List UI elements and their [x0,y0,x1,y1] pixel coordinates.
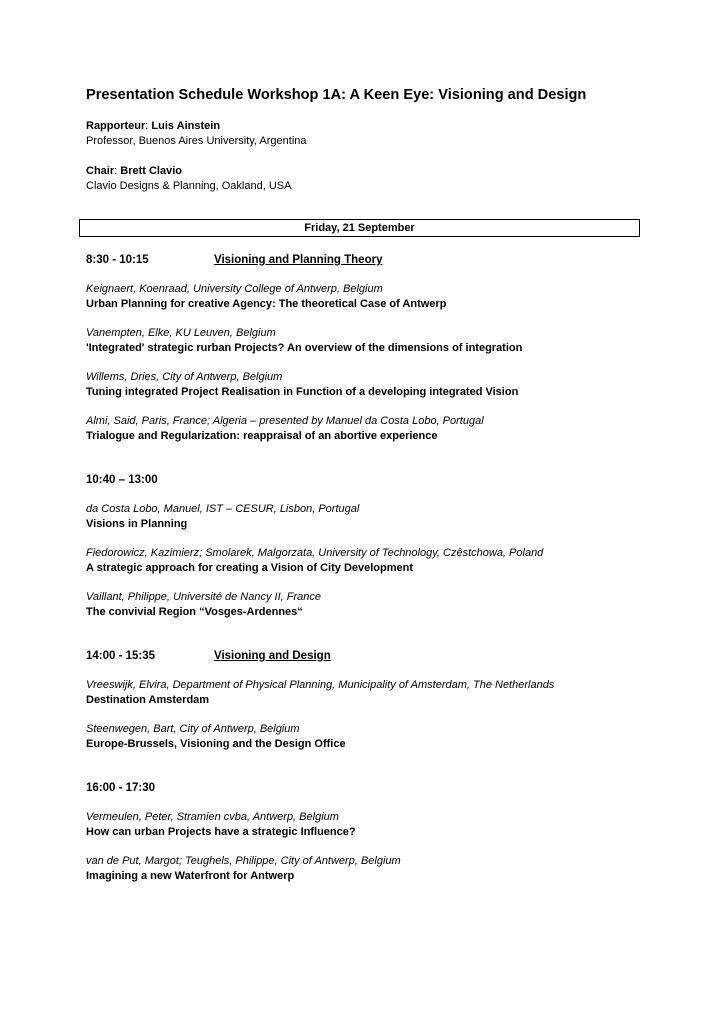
rapporteur-affiliation: Professor, Buenos Aires University, Argentina [86,135,307,147]
talk-title: Imagining a new Waterfront for Antwerp [86,869,295,882]
session-topic: Visioning and Planning Theory [214,254,383,266]
rapporteur-line: Rapporteur: Luis Ainstein [86,120,221,132]
talk-author: van de Put, Margot; Teughels, Philippe, City of Antwerp, Belgium [86,855,401,867]
chair-block [86,164,642,194]
talk-author: Vanempten, Elke, KU Leuven, Belgium [86,327,276,339]
talk-entry [86,502,642,531]
talk-title: The convivial Region “Vosges-Ardennes“ [86,605,303,618]
session-time: 10:40 – 13:00 [86,474,158,486]
talk-title: Urban Planning for creative Agency: The theoretical Case of Antwerp [86,297,447,310]
day-header: Friday, 21 September [79,219,640,237]
talk-title: Tuning integrated Project Realisation in Function of a developing integrated Vision [86,385,519,398]
talk-author: Almi, Said, Paris, France; Algeria – presented by Manuel da Costa Lobo, Portugal [86,415,484,427]
talk-entry [86,722,642,751]
sessions-list [86,253,642,883]
talk-author: Steenwegen, Bart, City of Antwerp, Belgium [86,723,300,735]
talk-title: Europe-Brussels, Visioning and the Design Office [86,737,346,750]
session-heading [86,253,642,267]
page-title: Presentation Schedule Workshop 1A: A Keen Eye: Visioning and Design [86,87,587,103]
session-topic: Visioning and Design [214,650,331,662]
talk-entry [86,282,642,311]
session-heading [86,473,642,487]
session-heading [86,781,642,795]
rapporteur-name: Luis Ainstein [151,120,221,132]
talk-title: Trialogue and Regularization: reappraisal of an abortive experience [86,429,438,442]
talk-author: Vreeswijk, Elvira, Department of Physical Planning, Municipality of Amsterdam, The Netherlands [86,679,555,691]
session-time: 8:30 - 10:15 [86,254,149,266]
session-heading [86,649,642,663]
chair-name: Brett Clavio [120,165,182,177]
talk-entry [86,810,642,839]
chair-affiliation: Clavio Designs & Planning, Oakland, USA [86,180,292,192]
talk-author: Vermeulen, Peter, Stramien cvba, Antwerp, Belgium [86,811,339,823]
talk-entry [86,854,642,883]
talk-entry [86,678,642,707]
talk-author: da Costa Lobo, Manuel, IST – CESUR, Lisbon, Portugal [86,503,360,515]
talk-entry [86,326,642,355]
rapporteur-role: Rapporteur [86,120,146,132]
talk-author: Vaillant, Philippe, Université de Nancy II, France [86,591,321,603]
talk-title: How can urban Projects have a strategic Influence? [86,825,356,838]
talk-entry [86,546,642,575]
talk-title: 'Integrated' strategic rurban Projects? An overview of the dimensions of integration [86,341,523,354]
talk-author: Keignaert, Koenraad, University College of Antwerp, Belgium [86,283,383,295]
document-page [86,86,642,882]
talk-title: Destination Amsterdam [86,693,210,706]
talk-title: A strategic approach for creating a Vision of City Development [86,561,414,574]
talk-author: Fiedorowicz, Kazimierz; Smolarek, Malgorzata, University of Technology, Czêstchowa, Poland [86,547,544,559]
session-time: 14:00 - 15:35 [86,650,156,662]
chair-line: Chair: Brett Clavio [86,165,182,177]
talk-entry [86,414,642,443]
talk-entry [86,590,642,619]
chair-role: Chair [86,165,115,177]
talk-title: Visions in Planning [86,517,188,530]
talk-entry [86,370,642,399]
talk-author: Willems, Dries, City of Antwerp, Belgium [86,371,283,383]
session-time: 16:00 - 17:30 [86,782,156,794]
rapporteur-block [86,119,642,149]
